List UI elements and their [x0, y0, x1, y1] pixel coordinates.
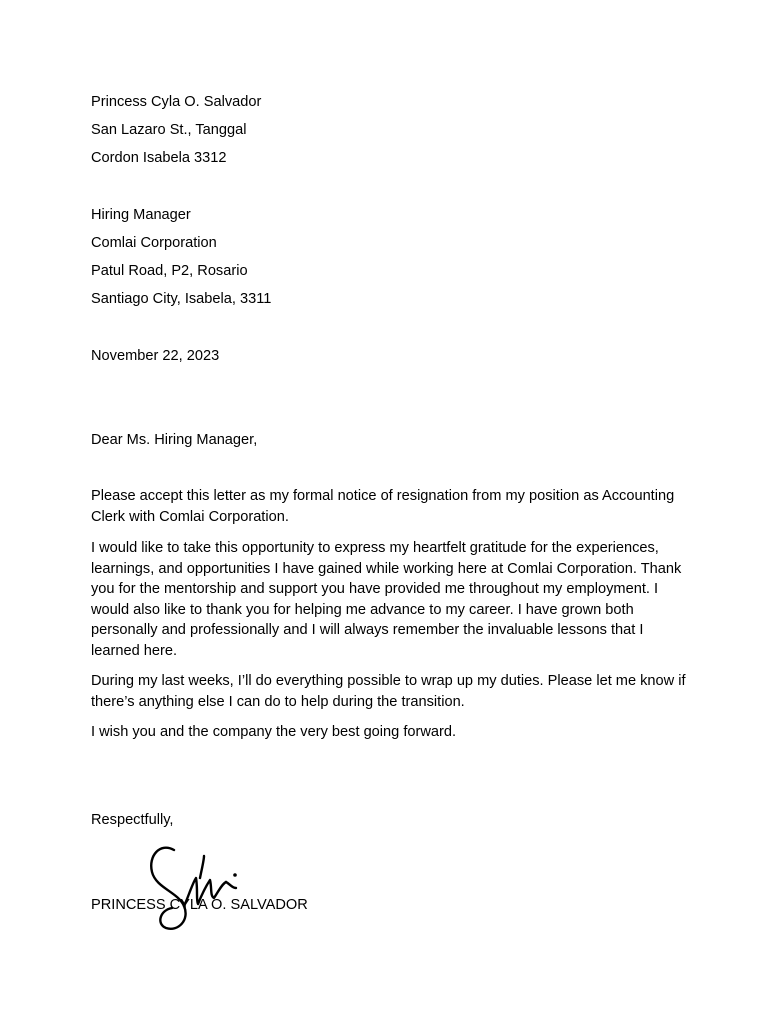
- handwritten-signature: [138, 838, 248, 934]
- recipient-street: Patul Road, P2, Rosario: [91, 263, 248, 279]
- closing: Respectfully,: [91, 812, 174, 828]
- body-paragraph-4: I wish you and the company the very best going forward.: [91, 724, 457, 740]
- sender-street: San Lazaro St., Tanggal: [91, 122, 247, 138]
- sender-name: Princess Cyla O. Salvador: [91, 94, 262, 110]
- letter-date: November 22, 2023: [91, 348, 220, 364]
- body-paragraph-1: Please accept this letter as my formal notice of resignation from my position as Accounting Clerk with Comlai Corporation.: [91, 488, 675, 525]
- salutation: Dear Ms. Hiring Manager,: [91, 432, 258, 448]
- sender-city: Cordon Isabela 3312: [91, 150, 227, 166]
- signatory-name: PRINCESS CYLA O. SALVADOR: [91, 897, 308, 913]
- body-paragraph-3: During my last weeks, I’ll do everything possible to wrap up my duties. Please let me know if there’s anything else I can do to help during the transition.: [91, 673, 686, 710]
- recipient-title: Hiring Manager: [91, 207, 191, 223]
- body-paragraph-2: I would like to take this opportunity to express my heartfelt gratitude for the experiences, learnings, and opportunities I have gained while working here at Comlai Corporation. Thank you for the mentorship and support you have provided me throughout my employment. I would also like to thank you for helping me advance to my career. I have grown both personally and professionally and I will always remember the invaluable lessons that I learned here.: [91, 540, 682, 659]
- recipient-city: Santiago City, Isabela, 3311: [91, 291, 272, 307]
- recipient-company: Comlai Corporation: [91, 235, 217, 251]
